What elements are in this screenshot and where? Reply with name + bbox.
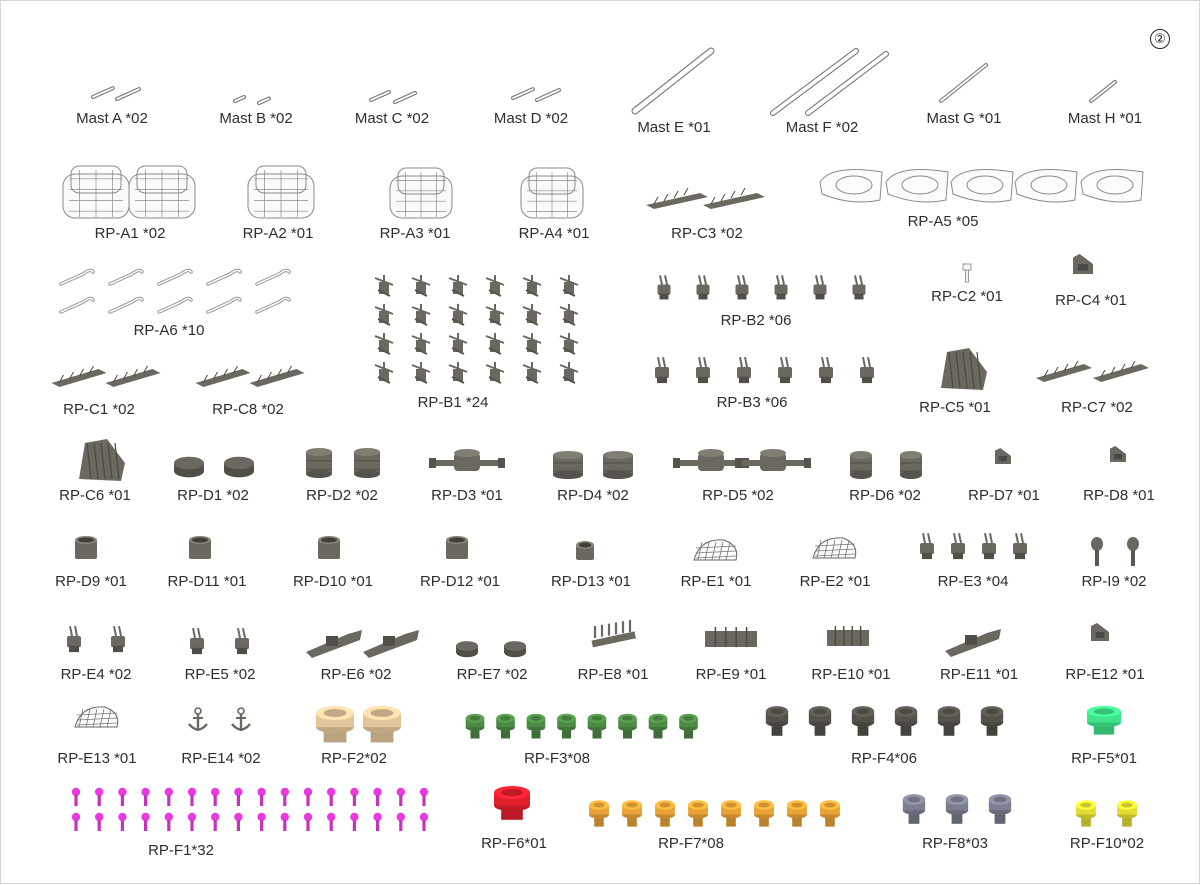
rp-c5-fin-icon [941,348,987,390]
rp-d11-label: RP-D11 *01 [167,573,247,590]
rp-e12-label: RP-E12 *01 [1065,666,1145,683]
rp-f6-stand-base-icon [494,786,530,820]
rp-e5-bracket-icon [190,628,249,654]
rp-a5-label: RP-A5 *05 [907,213,979,230]
rp-a2-label: RP-A2 *01 [242,225,314,242]
mast-b-label: Mast B *02 [219,110,293,127]
rp-e14-anchor-icon [189,708,250,731]
rp-d12-label: RP-D12 *01 [419,573,501,590]
rp-f5-stand-base-icon [1087,706,1121,735]
rp-e7-disc-icon [456,641,526,657]
mast-a-mast-rod-icon [93,88,139,99]
rp-a3-label: RP-A3 *01 [379,225,451,242]
rp-a1-label: RP-A1 *02 [94,225,166,242]
rp-i9-label: RP-I9 *02 [1081,573,1147,590]
rp-c6-fin-icon [79,439,125,481]
mast-d-mast-rod-icon [513,89,559,100]
rp-c4-label: RP-C4 *01 [1055,292,1127,309]
rp-c7-label: RP-C7 *02 [1061,399,1133,416]
mast-h-label: Mast H *01 [1067,110,1143,127]
rp-a4-label: RP-A4 *01 [518,225,590,242]
rp-d1-disc-icon [174,457,254,478]
mast-d-label: Mast D *02 [493,110,569,127]
rp-e8-label: RP-E8 *01 [577,666,649,683]
rp-b1-label: RP-B1 *24 [417,394,489,411]
rp-b2-label: RP-B2 *06 [720,312,792,329]
rp-e4-bracket-icon [67,626,125,652]
rp-a2-turret-wireframe-icon [248,166,314,218]
rp-c2-label: RP-C2 *01 [931,288,1003,305]
rp-e2-label: RP-E2 *01 [799,573,871,590]
rp-e3-searchlight-icon [920,533,1027,559]
rp-a6-davit-icon [61,270,289,312]
rp-f5-label: RP-F5*01 [1071,750,1137,767]
rp-c3-label: RP-C3 *02 [671,225,743,242]
rp-d5-winch-icon [673,449,811,471]
rp-c4-bracket-icon [1073,254,1093,274]
mast-a-label: Mast A *02 [76,110,148,127]
rp-d10-cup-icon [318,536,340,559]
rp-d13-label: RP-D13 *01 [550,573,632,590]
rp-a6-label: RP-A6 *10 [133,322,205,339]
mast-g-label: Mast G *01 [926,110,1002,127]
rp-c8-deck-plate-icon [196,366,305,387]
rp-e12-bracket-icon [1091,623,1109,641]
rp-e13-label: RP-E13 *01 [57,750,137,767]
rp-d9-label: RP-D9 *01 [55,573,127,590]
rp-b2-twin-gun-icon [658,275,866,299]
rp-d6-cylinder-icon [850,451,922,479]
rp-e11-crane-icon [945,629,1001,657]
rp-c6-label: RP-C6 *01 [59,487,131,504]
rp-f7-label: RP-F7*08 [658,835,724,852]
rp-f3-label: RP-F3*08 [524,750,590,767]
rp-c3-rail-icon [646,188,765,209]
rp-d6-label: RP-D6 *02 [849,487,921,504]
rp-d12-cup-icon [446,536,468,559]
rp-f1-label: RP-F1*32 [148,842,214,859]
rp-f1-pin-icon [72,788,428,831]
mast-c-mast-rod-icon [371,92,415,102]
rp-f10-label: RP-F10*02 [1069,835,1145,852]
rp-b3-label: RP-B3 *06 [716,394,788,411]
rp-d8-label: RP-D8 *01 [1083,487,1155,504]
rp-e1-mesh-dome-icon [694,540,737,560]
rp-a5-shield-wireframe-icon [820,170,1143,202]
rp-i9-vent-icon [1091,537,1139,566]
rp-a1-turret-wireframe-icon [63,166,195,218]
rp-e2-mesh-dome-icon [813,538,856,558]
rp-a3-turret-wireframe-icon [390,168,452,218]
rp-c1-deck-plate-icon [52,366,161,387]
rp-f6-label: RP-F6*01 [481,835,547,852]
rp-e10-label: RP-E10 *01 [811,666,891,683]
mast-e-mast-rod-icon [635,51,711,111]
mast-e-label: Mast E *01 [637,119,711,136]
page-number: ② [1150,29,1170,49]
rp-d10-label: RP-D10 *01 [292,573,374,590]
mast-b-mast-rod-icon [235,97,269,103]
rp-d3-label: RP-D3 *01 [431,487,503,504]
rp-d1-label: RP-D1 *02 [177,487,249,504]
rp-b1-single-gun-icon [375,275,578,383]
rp-f8-label: RP-F8*03 [922,835,988,852]
rp-f4-label: RP-F4*06 [851,750,917,767]
rp-d7-small-block-icon [995,448,1011,464]
rp-d13-cup-icon [576,541,594,560]
rp-c1-label: RP-C1 *02 [63,401,135,418]
rp-d8-small-block-icon [1110,446,1126,462]
rp-d4-drum-icon [553,451,633,479]
rp-e3-label: RP-E3 *04 [937,573,1009,590]
rp-f2-stand-base-icon [316,706,401,742]
rp-f7-stand-peg-icon [589,800,840,826]
rp-b3-quad-gun-icon [655,357,874,383]
rp-e9-rack-icon [705,627,757,647]
rp-e11-label: RP-E11 *01 [939,666,1019,683]
rp-c7-deck-plate-icon [1036,361,1149,382]
rp-e13-mesh-dome-icon [75,707,118,727]
rp-e9-label: RP-E9 *01 [695,666,767,683]
rp-d3-winch-icon [429,449,505,471]
mast-g-mast-rod-icon [941,65,986,101]
rp-e1-label: RP-E1 *01 [680,573,752,590]
rp-f4-stand-peg-icon [766,706,1003,736]
rp-e5-label: RP-E5 *02 [184,666,256,683]
rp-c8-label: RP-C8 *02 [212,401,284,418]
mast-f-mast-rod-icon [773,51,886,113]
mast-c-label: Mast C *02 [354,110,430,127]
rp-d11-cup-icon [189,536,211,559]
rp-c2-pin-icon [963,264,971,282]
rp-d7-label: RP-D7 *01 [968,487,1040,504]
rp-c5-label: RP-C5 *01 [919,399,991,416]
rp-f10-stand-peg-icon [1076,800,1137,826]
rp-f3-stand-peg-icon [466,714,698,739]
rp-d9-cup-icon [75,536,97,559]
mast-f-label: Mast F *02 [785,119,859,136]
rp-d2-drum-icon [306,448,380,478]
mast-h-mast-rod-icon [1091,82,1115,101]
rp-f8-stand-peg-icon [903,794,1011,824]
rp-e6-label: RP-E6 *02 [320,666,392,683]
rp-e4-label: RP-E4 *02 [60,666,132,683]
rp-e14-label: RP-E14 *02 [181,750,261,767]
rp-a4-turret-wireframe-icon [521,168,583,218]
rp-e6-crane-icon [306,630,419,658]
rp-e8-comb-icon [591,620,635,647]
rp-d2-label: RP-D2 *02 [306,487,378,504]
rp-d5-label: RP-D5 *02 [702,487,774,504]
rp-d4-label: RP-D4 *02 [557,487,629,504]
rp-f2-label: RP-F2*02 [321,750,387,767]
rp-e10-rack-icon [827,626,869,646]
rp-e7-label: RP-E7 *02 [456,666,528,683]
